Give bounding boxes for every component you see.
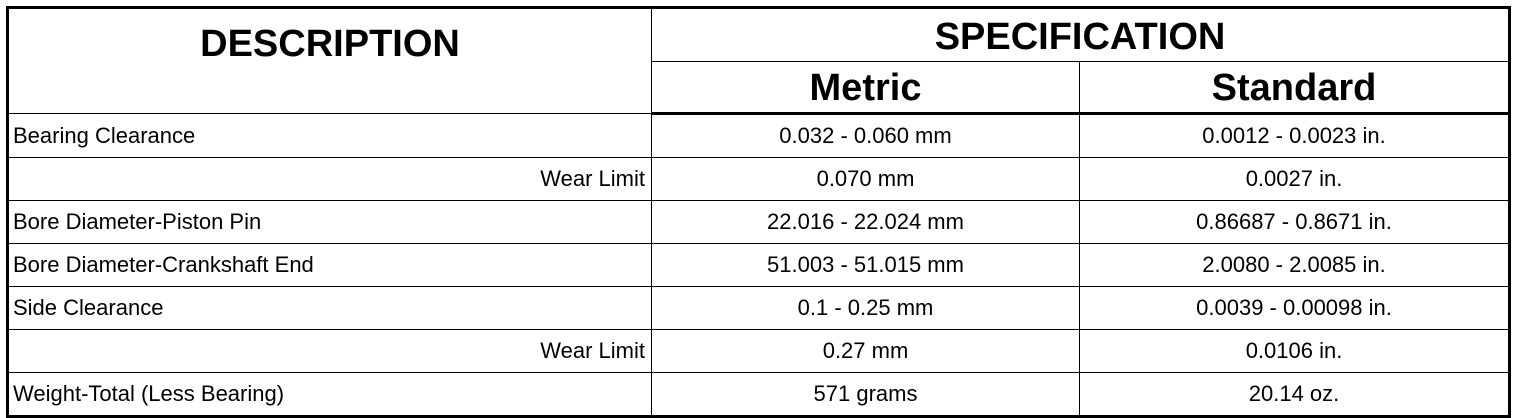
table-row bbox=[8, 114, 1510, 158]
row-metric-value: 0.27 mm bbox=[652, 330, 1080, 373]
row-standard-value: 0.0106 in. bbox=[1080, 330, 1510, 373]
specification-table bbox=[6, 6, 1511, 418]
row-description: Bore Diameter-Piston Pin bbox=[8, 201, 652, 244]
row-description: Bore Diameter-Crankshaft End bbox=[8, 244, 652, 287]
row-description: Bearing Clearance bbox=[8, 114, 652, 158]
row-standard-value: 2.0080 - 2.0085 in. bbox=[1080, 244, 1510, 287]
row-metric-value: 0.070 mm bbox=[652, 158, 1080, 201]
metric-header: Metric bbox=[652, 62, 1080, 114]
row-standard-value: 20.14 oz. bbox=[1080, 373, 1510, 417]
table-row bbox=[8, 201, 1510, 244]
row-description: Wear Limit bbox=[8, 330, 652, 373]
row-description: Wear Limit bbox=[8, 158, 652, 201]
specification-header: SPECIFICATION bbox=[652, 8, 1510, 62]
table-row bbox=[8, 287, 1510, 330]
row-description: Side Clearance bbox=[8, 287, 652, 330]
description-header: DESCRIPTION bbox=[8, 8, 652, 114]
row-standard-value: 0.0027 in. bbox=[1080, 158, 1510, 201]
standard-header: Standard bbox=[1080, 62, 1510, 114]
row-standard-value: 0.0012 - 0.0023 in. bbox=[1080, 114, 1510, 158]
row-metric-value: 571 grams bbox=[652, 373, 1080, 417]
table-row bbox=[8, 373, 1510, 417]
row-metric-value: 22.016 - 22.024 mm bbox=[652, 201, 1080, 244]
row-standard-value: 0.0039 - 0.00098 in. bbox=[1080, 287, 1510, 330]
table-row bbox=[8, 330, 1510, 373]
table-row bbox=[8, 244, 1510, 287]
row-description: Weight-Total (Less Bearing) bbox=[8, 373, 652, 417]
row-metric-value: 0.032 - 0.060 mm bbox=[652, 114, 1080, 158]
table-row bbox=[8, 158, 1510, 201]
row-metric-value: 0.1 - 0.25 mm bbox=[652, 287, 1080, 330]
row-metric-value: 51.003 - 51.015 mm bbox=[652, 244, 1080, 287]
row-standard-value: 0.86687 - 0.8671 in. bbox=[1080, 201, 1510, 244]
